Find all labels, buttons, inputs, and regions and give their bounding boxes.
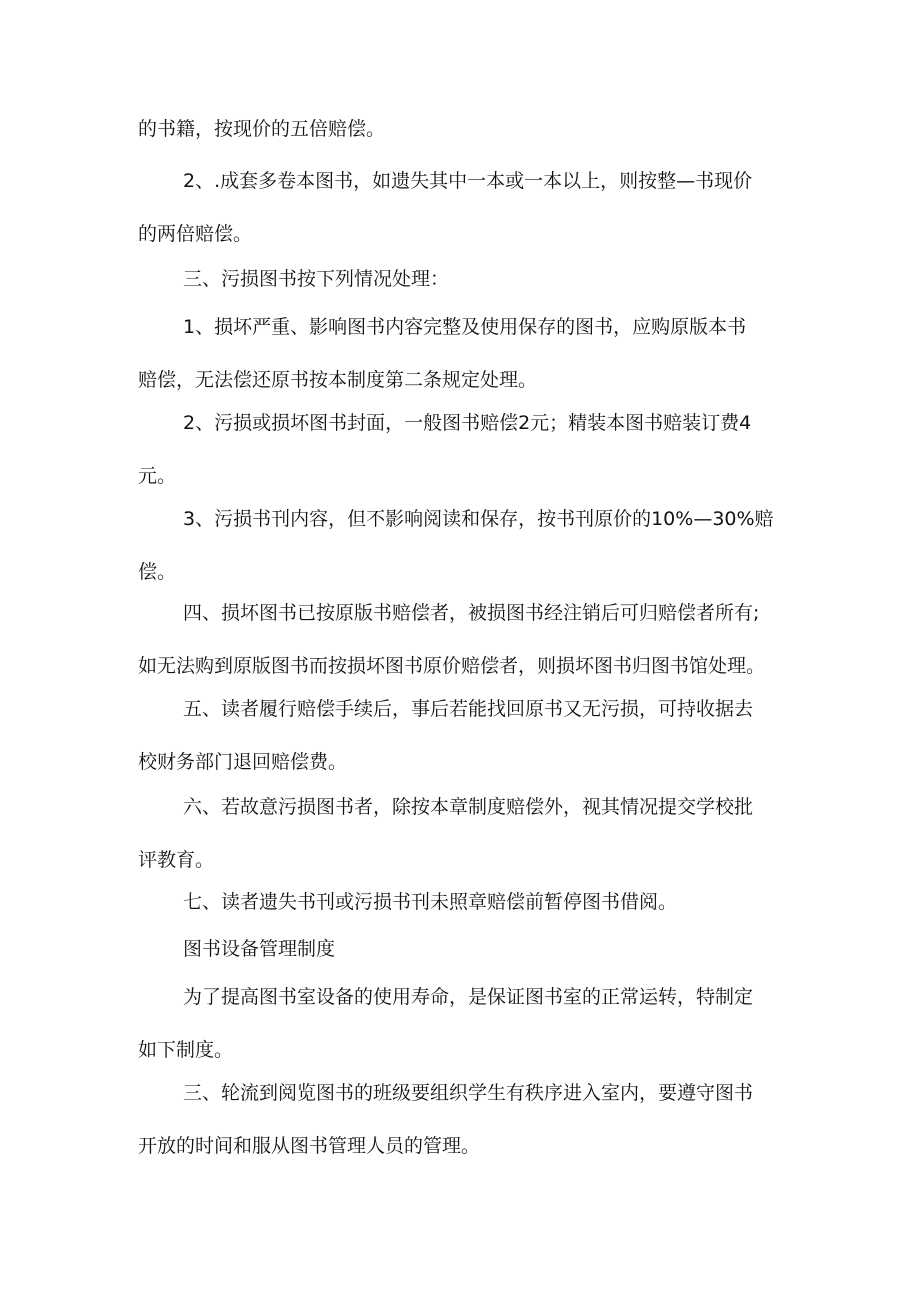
paragraph-item-2-lost-set: [138, 169, 788, 246]
paragraph-intro: [138, 985, 788, 1062]
text-line: 如下制度。: [138, 1039, 234, 1061]
text-line: 3、污损书刊内容，但不影响阅读和保存，按书刊原价的10%—30%赔: [183, 508, 774, 530]
paragraph-section-3-heading: [138, 267, 788, 291]
text-line: 元。: [138, 465, 177, 487]
paragraph-reading-rules: [138, 1081, 788, 1158]
text-line: 的两倍赔偿。: [138, 223, 253, 245]
section-title: 图书设备管理制度: [183, 938, 336, 960]
text-line: 1、损坏严重、影响图书内容完整及使用保存的图书，应购原版本书: [183, 316, 747, 338]
text-line: 的书籍，按现价的五倍赔偿。: [138, 118, 386, 140]
text-line: 2、污损或损坏图书封面，一般图书赔偿2元；精装本图书赔装订费4: [183, 412, 752, 434]
text-line: 赔偿，无法偿还原书按本制度第二条规定处理。: [138, 369, 538, 391]
paragraph-damage-item-2: [138, 411, 788, 488]
text-line: 开放的时间和服从图书管理人员的管理。: [138, 1135, 481, 1157]
text-line: 偿。: [138, 561, 177, 583]
text-line: 三、污损图书按下列情况处理：: [183, 268, 450, 290]
text-line: 为了提高图书室设备的使用寿命，是保证图书室的正常运转，特制定: [183, 986, 754, 1008]
text-line: 五、读者履行赔偿手续后，事后若能找回原书又无污损，可持收据去: [183, 698, 754, 720]
text-line: 四、损坏图书已按原版书赔偿者，被损图书经注销后可归赔偿者所有;: [183, 602, 760, 624]
paragraph-section-4: [138, 601, 788, 678]
text-line: 评教育。: [138, 849, 215, 871]
text-line: 三、轮流到阅览图书的班级要组织学生有秩序进入室内，要遵守图书: [183, 1082, 754, 1104]
paragraph-continuation: [138, 117, 788, 141]
text-line: 2、.成套多卷本图书，如遗失其中一本或一本以上，则按整—书现价: [183, 170, 753, 192]
paragraph-section-6: [138, 795, 788, 872]
text-line: 如无法购到原版图书而按损坏图书原价赔偿者，则损坏图书归图书馆处理。: [138, 655, 766, 677]
text-line: 七、读者遗失书刊或污损书刊未照章赔偿前暂停图书借阅。: [183, 891, 678, 913]
paragraph-damage-item-1: [138, 315, 788, 392]
paragraph-section-7: [138, 890, 788, 914]
text-line: 六、若故意污损图书者，除按本章制度赔偿外，视其情况提交学校批: [183, 796, 754, 818]
section-heading: [138, 937, 788, 961]
text-line: 校财务部门退回赔偿费。: [138, 751, 348, 773]
paragraph-damage-item-3: [138, 507, 788, 584]
paragraph-section-5: [138, 697, 788, 774]
